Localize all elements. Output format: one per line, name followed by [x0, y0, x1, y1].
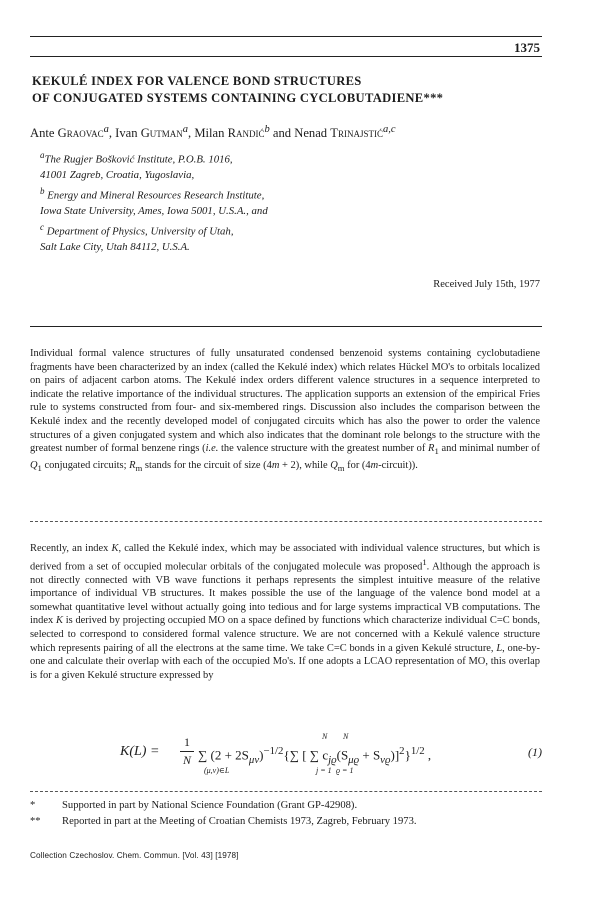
- equation-lhs: K(L) =: [120, 744, 160, 759]
- equation-sum-limit: j = 1: [316, 766, 332, 775]
- equation-fraction: 1 N: [180, 735, 194, 768]
- equation-sum-limit: N: [322, 732, 328, 741]
- page-number: 1375: [514, 40, 540, 55]
- author-list: Ante Graovac$^a$, Ivan Gutman$^a$, Milan Randić$^b$ and Nenad Trinajstić$^{a,c}$: [30, 124, 396, 141]
- header-rule-lower: [30, 56, 542, 57]
- title-line-1: KEKULÉ INDEX FOR VALENCE BOND STRUCTURES: [32, 74, 362, 88]
- equation-sum-limit: N: [343, 732, 349, 741]
- affiliation-line: Salt Lake City, Utah 84112, U.S.A.: [40, 240, 190, 253]
- journal-footer: Collection Czechoslov. Chem. Commun. [Vol. 43] [1978]: [30, 851, 239, 860]
- footnotes: [30, 798, 550, 830]
- abstract-rule-top: [30, 326, 542, 327]
- affiliation-line: Iowa State University, Ames, Iowa 5001, U.S.A., and: [40, 204, 268, 217]
- received-date: Received July 15th, 1977: [433, 279, 540, 290]
- affiliation-line: 41001 Zagreb, Croatia, Yugoslavia,: [40, 169, 195, 182]
- author: Milan Randić$^b$: [194, 124, 270, 141]
- abstract-rule-bottom: [30, 521, 542, 522]
- equation-sum-limit: ϱ = 1: [336, 766, 354, 775]
- equation-number: (1): [528, 745, 542, 759]
- footnote-rule: [30, 791, 542, 792]
- affiliations: [40, 148, 440, 255]
- title-line-2: OF CONJUGATED SYSTEMS CONTAINING CYCLOBUTADIENE***: [32, 91, 444, 105]
- author: Nenad Trinajstić$^{a,c}$: [294, 124, 396, 141]
- affiliation-line: $^b$ Energy and Mineral Resources Research Institute,: [40, 185, 265, 202]
- body-paragraph: Recently, an index K, called the Kekulé index, which may be associated with individual valence structures, but which is derived from a set of occupied molecular orbitals of the conjugated molecule was proposed$^1$. Although the approach is not directly connected with VB wave functions it perhaps represents the simplest intuitive measure of the relative importance of individual VB structures. It makes possible the use of the language of the valence bond model at a somewhat quantitative level without actually going into tedious and for large systems impractical VB computations. The index K is derived by projecting occupied MO on a space defined by functions which characterize individual C=C bonds, selected to correspond to considered formal valence structure. We are not concerned with a Kekulé valence structure which represents pairing of all the electrons at the same time. We take C=C bonds in a given Kekulé structure, L, one-by-one and calculate their overlap with each of the occupied Mo's. If one adopts a LCAO representation of MO, this overlap is for a given Kekulé structure expressed by: [30, 543, 540, 681]
- footnote: * Supported in part by National Science Foundation (Grant GP-42908).: [30, 800, 358, 811]
- affiliation-line: $^a$The Rugjer Bošković Institute, P.O.B. 1016,: [40, 150, 233, 166]
- header-rule: [30, 36, 542, 37]
- author: Ante Graovac$^a$: [30, 124, 109, 141]
- affiliation-line: $^c$ Department of Physics, University of Utah,: [40, 221, 234, 238]
- author: Ivan Gutman$^a$: [115, 124, 189, 141]
- equation-rhs: ∑ $(2 + 2S_{\mu\nu})^{-1/2}\{\sum$ [ ∑ $c_{jϱ}(S_{\mu ϱ} + S_{\nu ϱ})]^2\}^{1/2}$ ,: [198, 745, 432, 766]
- footnote: ** Reported in part at the Meeting of Croatian Chemists 1973, Zagreb, February 1973.: [30, 816, 417, 827]
- equation-sum-limit: (μ,ν)∈L: [204, 766, 230, 775]
- abstract: Individual formal valence structures of fully unsaturated condensed benzenoid systems containing cyclobutadiene fragments have been characterized by an index (called the Kekulé index) which relates Hückel MO's to orbitals localized on pairs of adjacent carbon atoms. The Kekulé index orders different valence structures in a sequence interpreted to indicate the relative importance of the individual structures. The application supports an extension of the empirical Fries rule to systems constructed from four- and six-membered rings. Discussion also includes the comparison between the Kekulé index and the recently developed model of conjugated circuits which has also the power to order the valence structures of a given conjugated system and which also indicates that the dominant role belongs to the structure with the greatest number of formal benzene rings (i.e. the valence structure with the greatest number of $R_1$ and minimal number of $Q_1$ conjugated circuits; $R_m$ stands for the circuit of size (4m + 2), while $Q_m$ for (4m-circuit)).: [30, 348, 540, 473]
- article-title: [32, 73, 552, 107]
- equation-1: [30, 730, 542, 780]
